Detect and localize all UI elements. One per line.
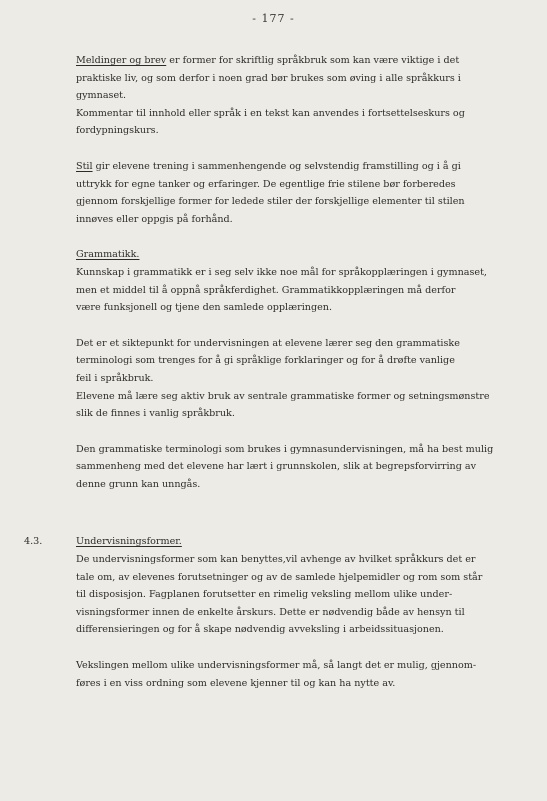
heading-grammatikk: Grammatikk. — [76, 249, 140, 261]
text-line: men et middel til å oppnå språkferdighet. Grammatikkopplæringen må derfor — [76, 284, 456, 296]
paragraph-meldinger — [76, 52, 528, 140]
text-line: denne grunn kan unngås. — [76, 478, 201, 490]
heading-undervisningsformer: Undervisningsformer. — [76, 536, 182, 548]
text-line: gir elevene trening i sammenhengende og selvstendig framstilling og i å gi — [92, 160, 461, 172]
paragraph-veksling — [76, 657, 528, 692]
text-line: Elevene må lære seg aktiv bruk av sentrale grammatiske former og setningsmønstre — [76, 390, 490, 402]
section-number: 4.3. — [24, 536, 43, 548]
text-line: gjennom forskjellige former for ledede stiler der forskjellige elementer til stilen — [76, 196, 465, 208]
text-line: feil i språkbruk. — [76, 372, 154, 384]
text-line: føres i en viss ordning som elevene kjenner til og kan ha nytte av. — [76, 677, 396, 689]
text-line: praktiske liv, og som derfor i noen grad bør brukes som øving i alle språkkurs i — [76, 72, 461, 84]
heading-stil: Stil — [76, 160, 93, 172]
text-line: Kommentar til innhold eller språk i en tekst kan anvendes i fortsettelseskurs og — [76, 107, 465, 119]
text-line: Det er et siktepunkt for undervisningen at elevene lærer seg den grammatiske — [76, 337, 460, 349]
text-line: Den grammatiske terminologi som brukes i gymnasundervisningen, må ha best mulig — [76, 443, 494, 455]
text-line: slik de finnes i vanlig språkbruk. — [76, 408, 235, 420]
text-line: visningsformer innen de enkelte årskurs. Dette er nødvendig både av hensyn til — [76, 606, 465, 618]
paragraph-terminologi — [76, 335, 528, 423]
text-line: gymnaset. — [76, 90, 127, 102]
text-line: tale om, av elevenes forutsetninger og av de samlede hjelpemidler og rom som står — [76, 571, 483, 583]
paragraph-grammatikk — [76, 246, 528, 316]
text-line: differensieringen og for å skape nødvendig avveksling i arbeidssituasjonen. — [76, 624, 444, 636]
text-line: terminologi som trenges for å gi språklige forklaringer og for å drøfte vanlige — [76, 355, 455, 367]
page-number: - 177 - — [252, 12, 295, 25]
paragraph-gymnasundervisning — [76, 441, 528, 494]
paragraph-stil — [76, 158, 528, 228]
text-line: uttrykk for egne tanker og erfaringer. De egentlige frie stilene bør forberedes — [76, 178, 456, 190]
page-content — [24, 52, 528, 692]
heading-meldinger-og-brev: Meldinger og brev — [76, 55, 167, 66]
text-line: De undervisningsformer som kan benyttes,vil avhenge av hvilket språkkurs det er — [76, 554, 476, 566]
text-line: Vekslingen mellom ulike undervisningsformer må, så langt det er mulig, gjennom- — [76, 660, 477, 672]
text-line: til disposisjon. Fagplanen forutsetter en rimelig veksling mellom ulike under- — [76, 589, 453, 601]
text-line: sammenheng med det elevene har lært i grunnskolen, slik at begrepsforvirring av — [76, 461, 477, 473]
text-line: være funksjonell og tjene den samlede opplæringen. — [76, 302, 332, 314]
text-line: er former for skriftlig språkbruk som kan være viktige i det — [166, 55, 460, 66]
section-undervisningsformer — [24, 533, 528, 639]
text-line: Kunnskap i grammatikk er i seg selv ikke noe mål for språkopplæringen i gymnaset, — [76, 266, 487, 278]
text-line: innøves eller oppgis på forhånd. — [76, 213, 233, 225]
text-line: fordypningskurs. — [76, 125, 159, 137]
